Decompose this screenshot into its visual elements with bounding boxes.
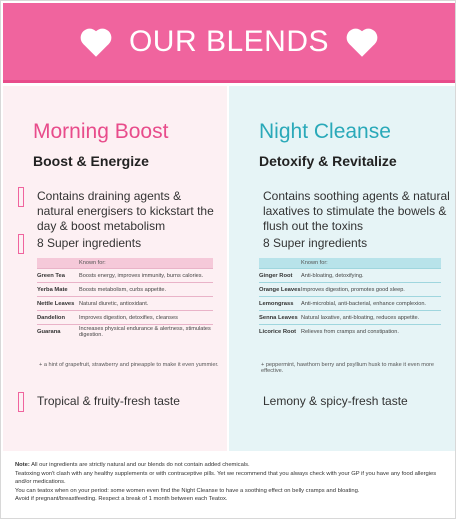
ingredient-desc: Relieves from cramps and constipation. [301,328,399,335]
ingredient-name: Dandelion [37,314,66,321]
heart-icon [83,31,108,56]
morning-boost-panel [3,86,227,451]
note-line [15,461,445,470]
ingredients-bullet [19,236,141,252]
taste-bullet [245,394,408,410]
ingredient-name: Green Tea [37,272,65,279]
moon-icon [245,190,259,234]
table-row [37,296,213,310]
taste-bullet [19,394,180,410]
feature-bullet [245,189,451,234]
note-line: Avoid if pregnant/breastfeeding. Respect a break of 1 month between each Teatox. [15,496,228,502]
table-row [259,310,441,324]
ingredient-desc: Improves digestion, promotes good sleep. [301,286,405,293]
feature-bullet [19,189,219,234]
ingredient-desc: Natural laxative, anti-bloating, reduces appetite. [301,314,420,321]
ingredient-desc: Natural diuretic, antioxidant. [79,300,149,307]
blend-name: Morning Boost [33,120,169,143]
ingredient-name: Ginger Root [259,272,293,279]
moon-icon [245,395,259,410]
ingredient-desc: Improves digestion, detoxifies, cleanses [79,314,178,321]
note-line: You can teatox when on your period: some women even find the Night Cleanse to have a soothing effect on belly cramps and bloating. [15,487,360,494]
ingredients-table [259,258,441,338]
banner [3,3,455,83]
footer-note [15,461,445,504]
banner-title: OUR BLENDS [128,24,330,58]
note-line: Teatoxing won't clash with any healthy supplements or with contraceptive pills. Yet we recommend that you always check with your GP if you have any food allergies and/or medications. [15,470,437,485]
blend-subtitle: Detoxify & Revitalize [259,153,397,169]
table-header: Known for: [301,260,328,266]
ingredients-text: 8 Super ingredients [37,236,142,250]
sun-icon [19,190,33,234]
ingredient-name: Orange Leaves [259,286,301,293]
taste-text: Tropical & fruity-fresh taste [37,394,180,408]
table-row [37,282,213,296]
table-row [37,268,213,282]
night-cleanse-panel [229,86,455,451]
ingredients-text: 8 Super ingredients [263,236,368,250]
ingredient-name: Guarana [37,328,61,335]
sun-icon [19,237,33,252]
table-note: + a hint of grapefruit, strawberry and pineapple to make it even yummier. [39,362,219,368]
table-row [259,296,441,310]
table-row [37,310,213,324]
ingredient-desc: Increases physical endurance & alertness, stimulates digestion. [79,325,211,338]
table-row [259,324,441,338]
ingredient-desc: Boosts metabolism, curbs appetite. [79,286,167,293]
note-text: All our ingredients are strictly natural and our blends do not contain added chemicals. [31,462,250,468]
sun-icon [19,395,33,410]
ingredient-desc: Anti-microbial, anti-bacterial, enhance complexion. [301,300,426,307]
table-row [259,282,441,296]
table-row [37,324,213,338]
note-label: Note: [15,462,30,468]
blend-name: Night Cleanse [259,120,391,143]
ingredient-name: Yerba Mate [37,286,68,293]
ingredients-bullet [245,236,367,252]
table-row [259,268,441,282]
blend-subtitle: Boost & Energize [33,153,149,169]
ingredient-name: Nettle Leaves [37,300,75,307]
ingredient-name: Senna Leaves [259,314,298,321]
feature-text: Contains soothing agents & natural laxatives to stimulate the bowels & flush out the toxins [263,189,450,233]
ingredients-table [37,258,213,338]
ingredient-name: Lemongrass [259,300,294,307]
heart-icon [349,31,374,56]
ingredient-desc: Boosts energy, improves immunity, burns calories. [79,272,204,279]
moon-icon [245,237,259,252]
taste-text: Lemony & spicy-fresh taste [263,394,408,408]
table-note: + peppermint, hawthorn berry and psyllium husk to make it even more effective. [261,362,435,374]
ingredient-desc: Anti-bloating, detoxifying. [301,272,364,279]
ingredient-name: Licorice Root [259,328,297,335]
table-header: Known for: [79,260,106,266]
feature-text: Contains draining agents & natural energisers to kickstart the day & boost metabolism [37,189,214,233]
